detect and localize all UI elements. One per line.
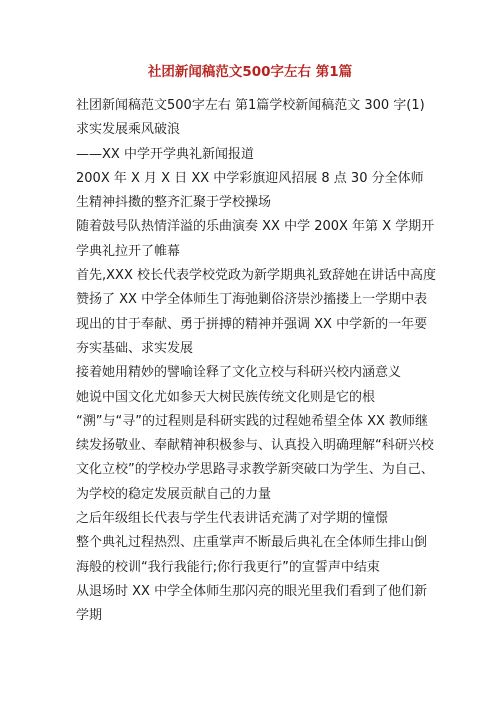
paragraph: 从退场时 XX 中学全体师生那闪亮的眼光里我们看到了他们新学期 (76, 583, 428, 624)
paragraph: ——XX 中学开学典礼新闻报道 (76, 146, 254, 162)
paragraph: “溯”与“寻”的过程则是科研实践的过程她希望全体 XX 教师继续发扬敬业、奉献精神积极参与、认真投入明确理解“科研兴校文化立校”的学校办学思路寻求教学新突破口为学生、为自己、为学校的稳定发展贡献自己的力量 (76, 413, 434, 502)
document-body (76, 94, 436, 629)
paragraph: 接着她用精妙的譬喻诠释了文化立校与科研兴校内涵意义 (76, 365, 402, 381)
paragraph: 200X 年 X 月 X 日 XX 中学彩旗迎风招展 8 点 30 分全体师生精神抖擞的整齐汇聚于学校操场 (76, 170, 424, 211)
paragraph: 首先,XXX 校长代表学校党政为新学期典礼致辞她在讲话中高度赞扬了 XX 中学全体师生丁海弛剿俗济崇沙搐搂上一学期中表现出的甘于奉献、勇于拼搏的精神并强调 XX 中学新的一年要夯实基础、求实发展 (76, 268, 436, 356)
paragraph: 之后年级组长代表与学生代表讲话充满了对学期的憧憬 (76, 511, 389, 527)
paragraph: 她说中国文化尤如参天大树民族传统文化则是它的根 (76, 389, 376, 405)
document-title: 社团新闻稿范文500字左右 第1篇 (147, 64, 353, 80)
paragraph: 社团新闻稿范文500字左右 第1篇学校新闻稿范文 300 字(1) (76, 98, 425, 113)
paragraph: 随着鼓号队热情洋溢的乐曲演奏 XX 中学 200X 年第 X 学期开学典礼拉开了帷幕 (76, 219, 435, 259)
paragraph: 整个典礼过程热烈、庄重掌声不断最后典礼在全体师生排山倒海般的校训“我行我能行;你行我更行”的宣誓声中结束 (76, 535, 428, 575)
paragraph: 求实发展乘风破浪 (76, 122, 181, 138)
